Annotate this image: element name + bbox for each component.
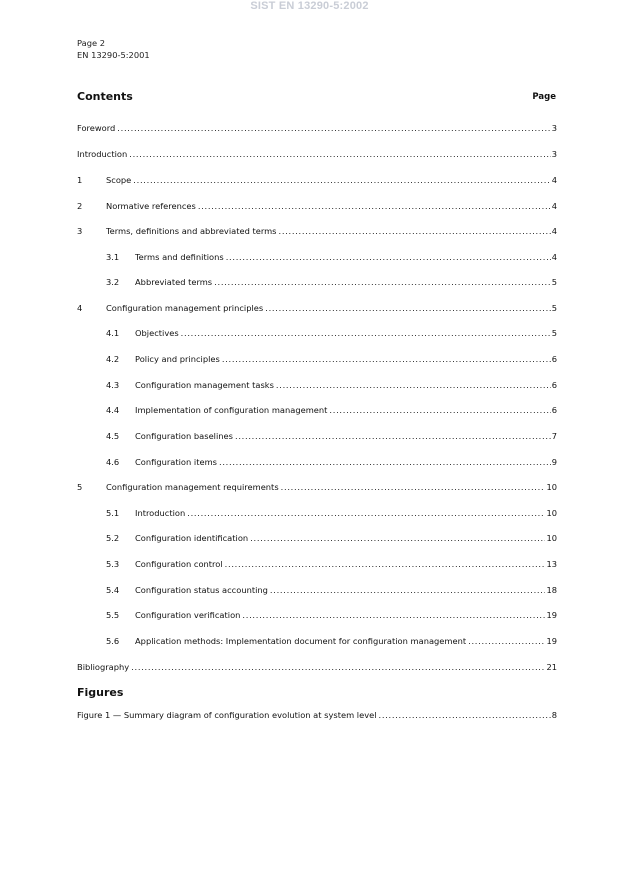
toc-entry-page: 19 (546, 610, 557, 620)
dot-leader (133, 174, 550, 186)
toc-entry-5-4[interactable] (106, 584, 557, 596)
toc-entry-page: 3 (551, 149, 557, 159)
toc-entry-page: 4 (551, 175, 557, 185)
toc-entry-number: 4 (77, 303, 83, 313)
toc-entry-number: 4.3 (106, 380, 120, 390)
toc-entry-title: Policy and principles (135, 354, 220, 364)
toc-entry-number: 3 (77, 226, 83, 236)
contents-title: Contents (77, 90, 133, 103)
toc-entry-number: 4.6 (106, 457, 120, 467)
page-column-label: Page (532, 92, 556, 102)
dot-leader (131, 661, 545, 673)
toc-entry-title: Configuration management requirements (106, 482, 279, 492)
toc-entry-5-3[interactable] (106, 558, 557, 570)
dot-leader (129, 148, 550, 160)
toc-entry-title: Configuration management principles (106, 303, 264, 313)
toc-entry-number: 3.2 (106, 277, 120, 287)
figure-entry-1[interactable] (77, 709, 557, 721)
toc-entry-number: 4.1 (106, 328, 120, 338)
toc-entry-page: 10 (546, 533, 557, 543)
figure-entry-title: Figure 1 — Summary diagram of configuration evolution at system level (77, 710, 377, 720)
toc-entry-introduction[interactable] (77, 148, 557, 160)
toc-entry-4-6[interactable] (106, 456, 557, 468)
dot-leader (181, 327, 551, 339)
dot-leader (270, 584, 546, 596)
toc-entry-title: Configuration status accounting (135, 585, 268, 595)
toc-entry-number: 4.4 (106, 405, 120, 415)
toc-entry-page: 21 (546, 662, 557, 672)
document-id: EN 13290-5:2001 (77, 49, 150, 60)
toc-entry-page: 6 (551, 405, 557, 415)
toc-entry-cm-requirements[interactable] (77, 481, 557, 493)
toc-entry-4-3[interactable] (106, 379, 557, 391)
dot-leader (222, 353, 551, 365)
dot-leader (226, 251, 551, 263)
toc-entry-number: 2 (77, 201, 83, 211)
toc-entry-title: Normative references (106, 201, 196, 211)
toc-entry-foreword[interactable] (77, 122, 557, 134)
toc-entry-cm-principles[interactable] (77, 302, 557, 314)
toc-entry-page: 6 (551, 380, 557, 390)
toc-entry-title: Abbreviated terms (135, 277, 213, 287)
dot-leader (265, 302, 550, 314)
dot-leader (242, 609, 545, 621)
toc-entry-number: 5.3 (106, 559, 120, 569)
dot-leader (468, 635, 545, 647)
toc-entry-4-5[interactable] (106, 430, 557, 442)
toc-entry-title: Introduction (77, 149, 128, 159)
dot-leader (225, 558, 546, 570)
toc-entry-page: 3 (551, 123, 557, 133)
toc-entry-5-1[interactable] (106, 507, 557, 519)
toc-entry-number: 5.1 (106, 508, 120, 518)
toc-entry-title: Application methods: Implementation document for configuration management (135, 636, 467, 646)
toc-entry-number: 1 (77, 175, 83, 185)
dot-leader (379, 709, 551, 721)
dot-leader (187, 507, 545, 519)
toc-entry-title: Implementation of configuration management (135, 405, 328, 415)
toc-entry-bibliography[interactable] (77, 661, 557, 673)
toc-entry-page: 10 (546, 508, 557, 518)
toc-entry-4-1[interactable] (106, 327, 557, 339)
watermark: SIST EN 13290-5:2002 (250, 0, 369, 12)
toc-entry-4-2[interactable] (106, 353, 557, 365)
toc-entry-page: 10 (546, 482, 557, 492)
toc-entry-page: 6 (551, 354, 557, 364)
toc-entry-title: Configuration identification (135, 533, 249, 543)
toc-entry-number: 5.4 (106, 585, 120, 595)
toc-entry-5-6[interactable] (106, 635, 557, 647)
toc-entry-title: Configuration management tasks (135, 380, 274, 390)
dot-leader (235, 430, 551, 442)
dot-leader (219, 456, 551, 468)
toc-entry-title: Terms, definitions and abbreviated terms (106, 226, 277, 236)
toc-entry-page: 4 (551, 252, 557, 262)
dot-leader (214, 276, 551, 288)
dot-leader (276, 379, 551, 391)
toc-entry-title: Terms and definitions (135, 252, 224, 262)
toc-entry-number: 5.5 (106, 610, 120, 620)
toc-entry-title: Foreword (77, 123, 116, 133)
toc-entry-title: Configuration control (135, 559, 223, 569)
toc-entry-number: 4.2 (106, 354, 120, 364)
toc-entry-number: 5 (77, 482, 83, 492)
page-number: Page 2 (77, 38, 106, 48)
toc-entry-3-1[interactable] (106, 251, 557, 263)
toc-entry-title: Scope (106, 175, 132, 185)
toc-entry-terms-definitions[interactable] (77, 225, 557, 237)
toc-entry-title: Configuration verification (135, 610, 241, 620)
toc-entry-normative-references[interactable] (77, 200, 557, 212)
toc-entry-page: 4 (551, 201, 557, 211)
toc-entry-page: 5 (551, 303, 557, 313)
toc-entry-page: 5 (551, 328, 557, 338)
toc-entry-page: 19 (546, 636, 557, 646)
toc-entry-page: 9 (551, 457, 557, 467)
toc-entry-title: Configuration baselines (135, 431, 233, 441)
toc-entry-5-2[interactable] (106, 532, 557, 544)
toc-entry-3-2[interactable] (106, 276, 557, 288)
figure-entry-page: 8 (551, 710, 557, 720)
toc-entry-page: 7 (551, 431, 557, 441)
toc-entry-title: Objectives (135, 328, 179, 338)
toc-entry-number: 5.6 (106, 636, 120, 646)
dot-leader (329, 404, 550, 416)
toc-entry-scope[interactable] (77, 174, 557, 186)
dot-leader (198, 200, 551, 212)
toc-entry-number: 5.2 (106, 533, 120, 543)
dot-leader (279, 225, 551, 237)
toc-entry-page: 5 (551, 277, 557, 287)
toc-entry-page: 13 (546, 559, 557, 569)
toc-entry-title: Introduction (135, 508, 186, 518)
toc-entry-5-5[interactable] (106, 609, 557, 621)
dot-leader (281, 481, 546, 493)
toc-entry-page: 18 (546, 585, 557, 595)
toc-entry-number: 3.1 (106, 252, 120, 262)
toc-entry-title: Bibliography (77, 662, 130, 672)
toc-entry-number: 4.5 (106, 431, 120, 441)
toc-entry-4-4[interactable] (106, 404, 557, 416)
figures-title: Figures (77, 686, 124, 699)
toc-entry-page: 4 (551, 226, 557, 236)
dot-leader (250, 532, 545, 544)
page-header (77, 38, 150, 61)
dot-leader (117, 122, 550, 134)
toc-entry-title: Configuration items (135, 457, 217, 467)
